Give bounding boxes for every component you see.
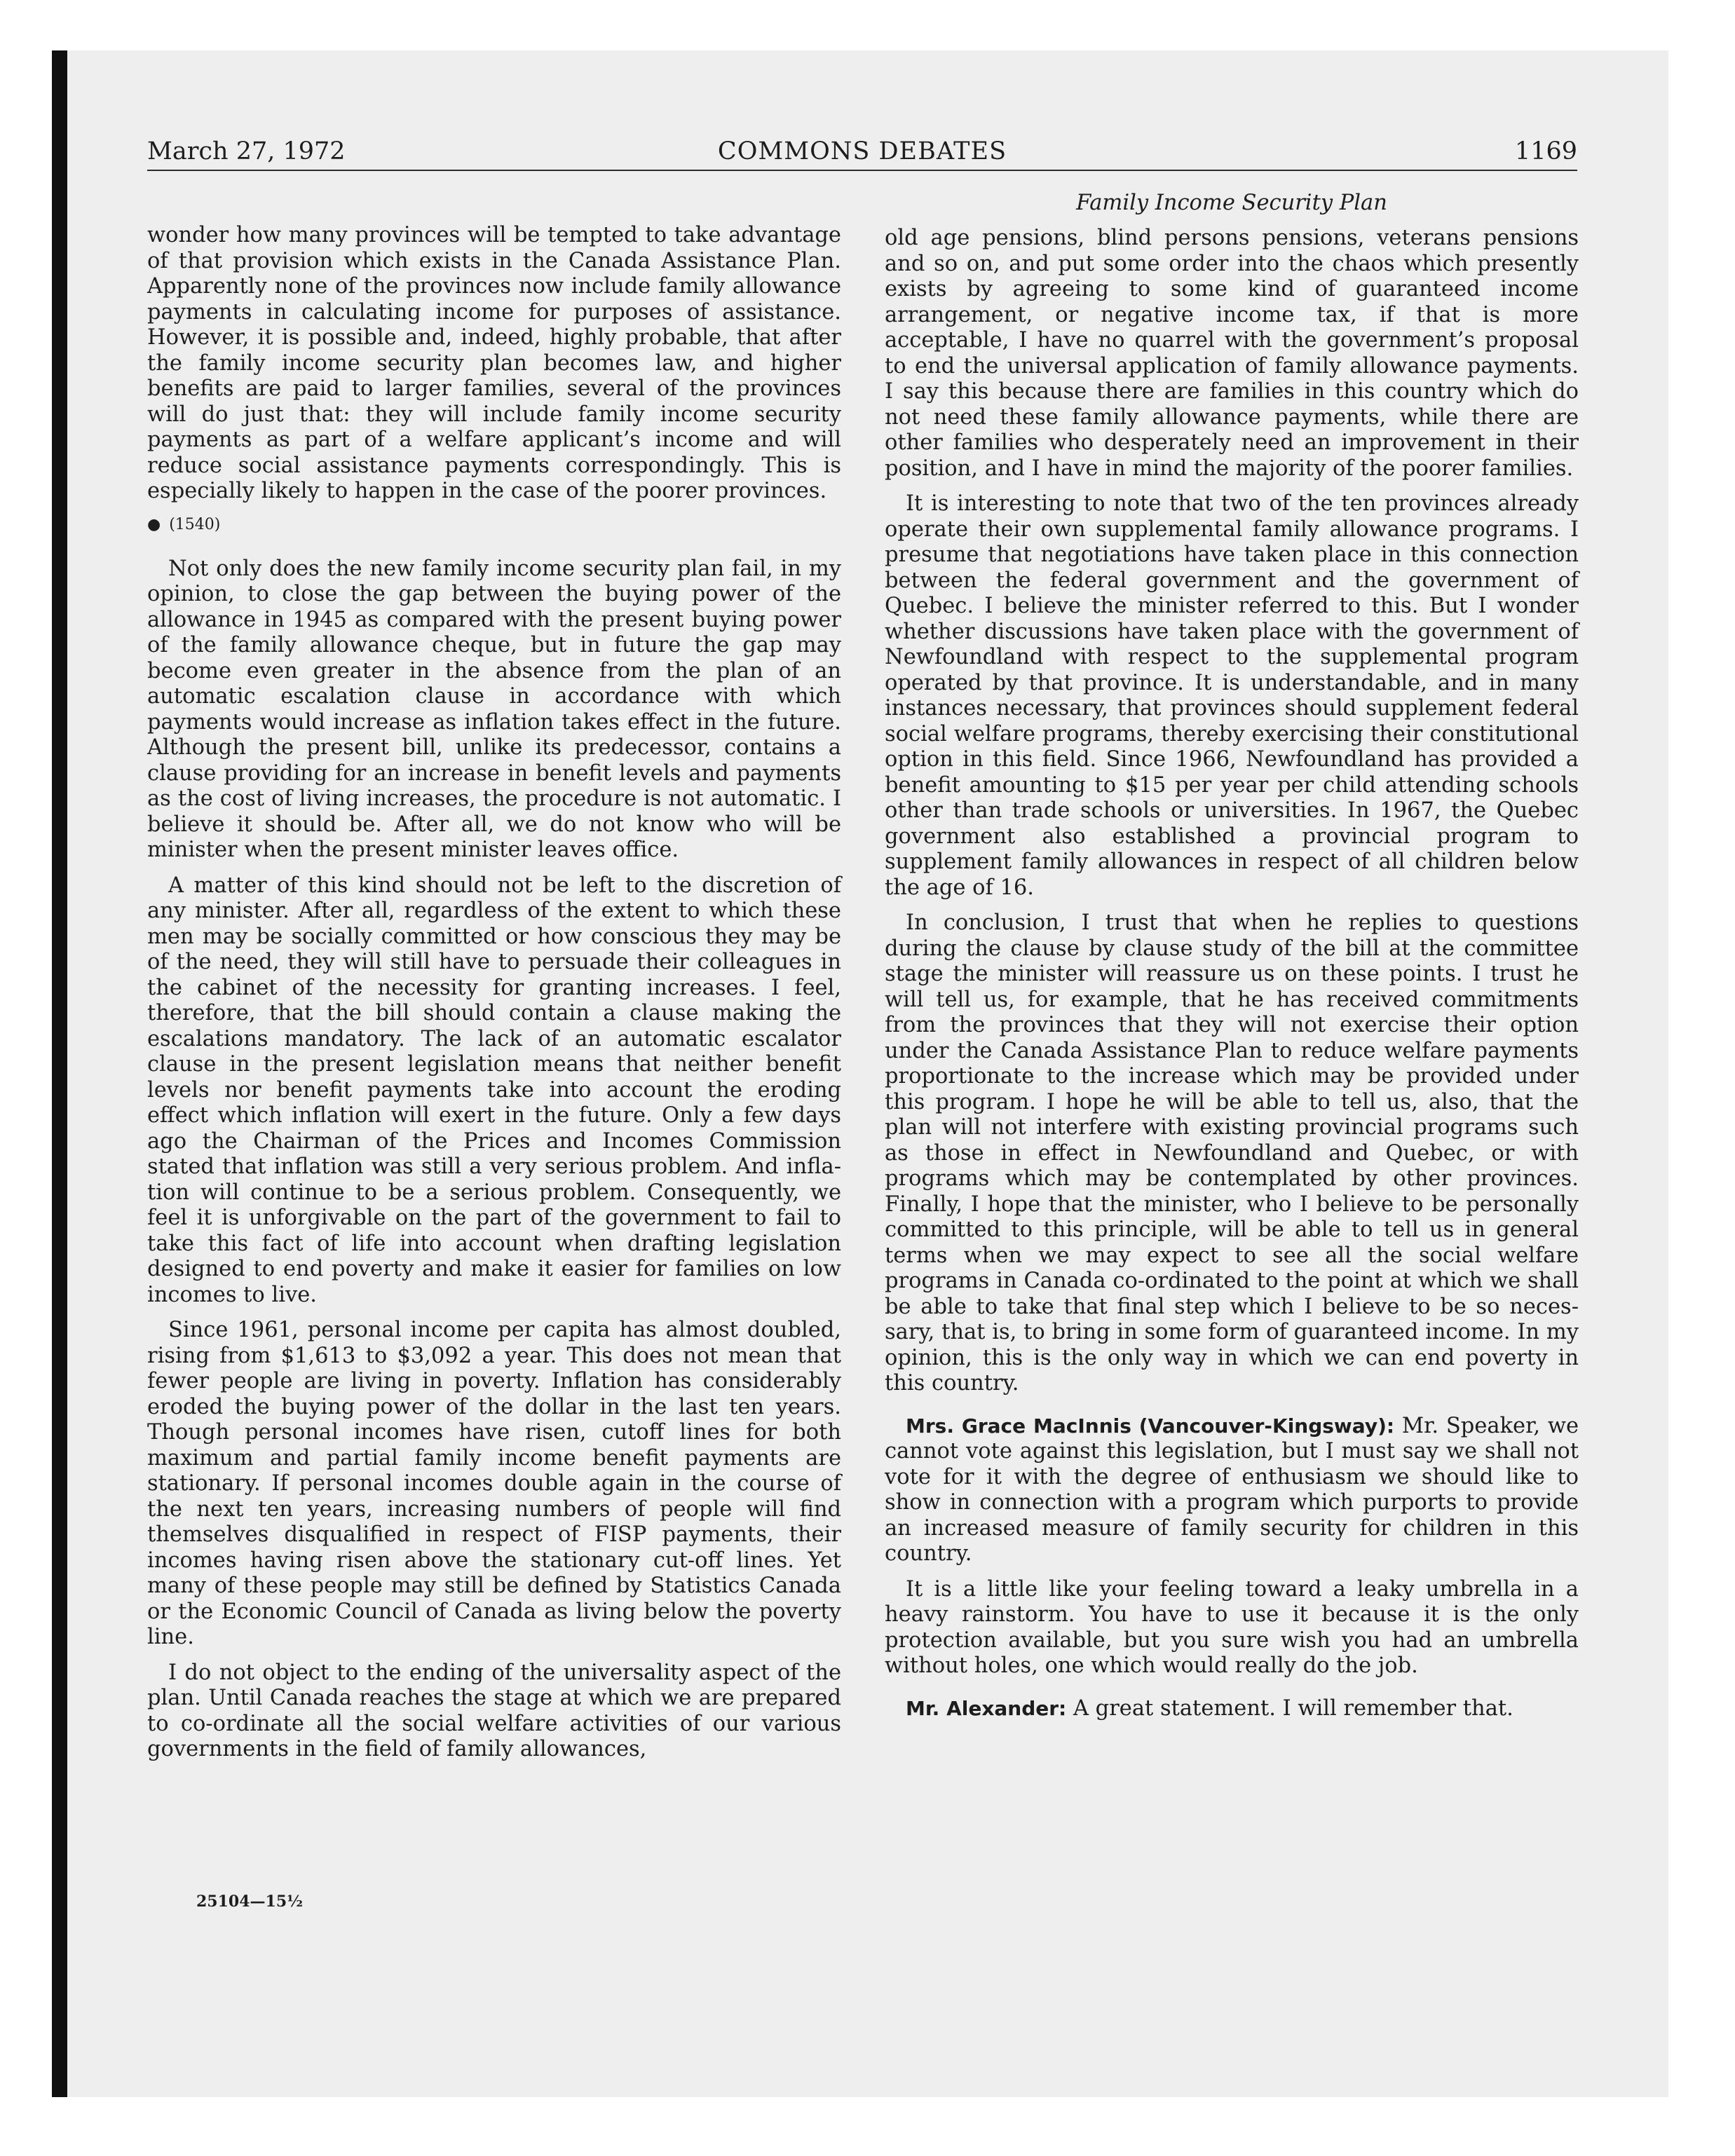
printer-code: 25104—15½ <box>196 1892 304 1911</box>
subject-heading: Family Income Security Plan <box>1076 191 1387 215</box>
speaker-name: Mrs. Grace MacInnis (Vancouver-Kingsway): <box>906 1414 1395 1438</box>
left-paragraph-4: Since 1961, personal income per capita has almost doubled, rising from $1,613 to $3,092 a year. This does not mean that fewer people are living in poverty. Inflation has considerably eroded the buying power of the dollar in the last ten years. Though personal incomes have risen, cutoff lines for both maximum and partial family income benefit payments are stationary. If personal incomes double again in the course of the next ten years, increasing numbers of people will find themselves disqualified in respect of FISP payments, their incomes having risen above the stationary cut-off lines. Yet many of these people may still be defined by Statistics Canada or the Economic Council of Canada as living below the poverty line. <box>147 1318 841 1649</box>
header-page-number: 1169 <box>1514 137 1577 165</box>
scan-edge <box>52 50 67 2097</box>
left-paragraph-1: wonder how many provinces will be tempted to take advantage of that provision which exists in the Canada Assistance Plan. Apparently none of the provinces now include family allowance payments in calculating income for purposes of assistance. However, it is possible and, indeed, highly probable, that after the family income security plan becomes law, and higher benefits are paid to larger families, several of the provinces will do just that: they will include family income security payments as part of a welfare applicant’s income and will reduce social assistance payments correspondingly. This is especially likely to happen in the case of the poorer provinces. <box>147 223 841 503</box>
speech-alexander <box>885 1696 1579 1722</box>
left-paragraph-3: A matter of this kind should not be left to the discretion of any minister. After all, regardless of the extent to which these men may be socially committed or how conscious they may be of the need, they will still have to persuade their colleagues in the cabinet of the necessity for granting increases. I feel, therefore, that the bill should contain a clause making the escalations mandatory. The lack of an automatic escalator clause in the present legislation means that neither benefit levels nor benefit payments take into account the eroding effect which inflation will exert in the future. Only a few days ago the Chairman of the Prices and Incomes Commission stated that inflation was still a very serious problem. And inflation will continue to be a serious problem. Consequently, we feel it is unforgivable on the part of the government to fail to take this fact of life into account when drafting legislation designed to end poverty and make it easier for families on low incomes to live. <box>147 873 841 1307</box>
speaker-name: Mr. Alexander: <box>906 1696 1067 1720</box>
header-title: COMMONS DEBATES <box>717 137 1007 165</box>
bullet-icon: ● <box>147 515 161 533</box>
speech-macinnis <box>885 1414 1579 1567</box>
right-paragraph-3: In conclusion, I trust that when he replies to questions during the clause by clause study of the bill at the committee stage the minister will reassure us on these points. I trust he will tell us, for example, that he has received commitments from the provinces that they will not exercise their option under the Canada Assistance Plan to reduce welfare payments proportionate to the increase which may be provided under this program. I hope he will be able to tell us, also, that the plan will not interfere with existing provincial programs such as those in effect in Newfoundland and Quebec, or with programs which may be contemplated by other provinces. Finally, I hope that the minister, who I believe to be personally committed to this principle, will be able to tell us in general terms when we may expect to see all the social welfare programs in Canada co-ordinated to the point at which we shall be able to take that final step which I believe to be so necessary, that is, to bring in some form of guaranteed income. In my opinion, this is the only way in which we can end poverty in this country. <box>885 910 1579 1396</box>
left-paragraph-2: Not only does the new family income security plan fail, in my opinion, to close the gap between the buying power of the allowance in 1945 as compared with the present buying power of the family allowance cheque, but in future the gap may become even greater in the absence from the plan of an automatic escalation clause in accordance with which payments would increase as inflation takes effect in the future. Although the present bill, unlike its predecessor, contains a clause providing for an increase in benefit levels and payments as the cost of living increases, the procedure is not automatic. I believe it should be. After all, we do not know who will be minister when the present minister leaves office. <box>147 556 841 862</box>
left-paragraph-5: I do not object to the ending of the universality aspect of the plan. Until Canada reaches the stage at which we are prepared to co-ordinate all the social welfare activities of our various governments in the field of family allowances, <box>147 1660 841 1761</box>
right-paragraph-2: It is interesting to note that two of the ten provinces already operate their own supplemental family allowance programs. I presume that negotiations have taken place in this connection between the federal government and the government of Quebec. I believe the minister referred to this. But I wonder whether discussions have taken place with the government of Newfoundland with respect to the supplemental program operated by that province. It is understandable, and in many instances necessary, that provinces should supplement federal social welfare programs, thereby exercising their constitutional option in this field. Since 1966, Newfoundland has provided a benefit amounting to $15 per year per child attending schools other than trade schools or universities. In 1967, the Quebec government also established a provincial program to supplement family allowances in respect of all children below the age of 16. <box>885 491 1579 900</box>
timestamp-marker <box>147 514 841 535</box>
speech-text: A great statement. I will remember that. <box>1073 1696 1513 1721</box>
timestamp-text: (1540) <box>169 515 221 533</box>
header-date: March 27, 1972 <box>147 137 346 165</box>
running-header <box>147 133 1577 171</box>
right-paragraph-1: old age pensions, blind persons pensions, veterans pensions and so on, and put some order into the chaos which presently exists by agreeing to some kind of guaranteed income arrangement, or negative income tax, if that is more acceptable, I have no quarrel with the government’s proposal to end the universal application of family allowance payments. I say this because there are families in this country which do not need these family allowance payments, while there are other families who desperately need an improvement in their position, and I have in mind the majority of the poorer families. <box>885 226 1579 481</box>
right-column <box>885 181 1579 1731</box>
speech-text: Mr. Speaker, we cannot vote against this legislation, but I must say we shall not vote for it with the degree of enthusiasm we should like to show in connection with a program which purports to provide an increased measure of family security for children in this country. <box>885 1413 1579 1566</box>
right-paragraph-5: It is a little like your feeling toward a leaky umbrella in a heavy rainstorm. You have to use it because it is the only protection available, but you sure wish you had an umbrella without holes, one which would really do the job. <box>885 1576 1579 1678</box>
left-column <box>147 223 841 1773</box>
